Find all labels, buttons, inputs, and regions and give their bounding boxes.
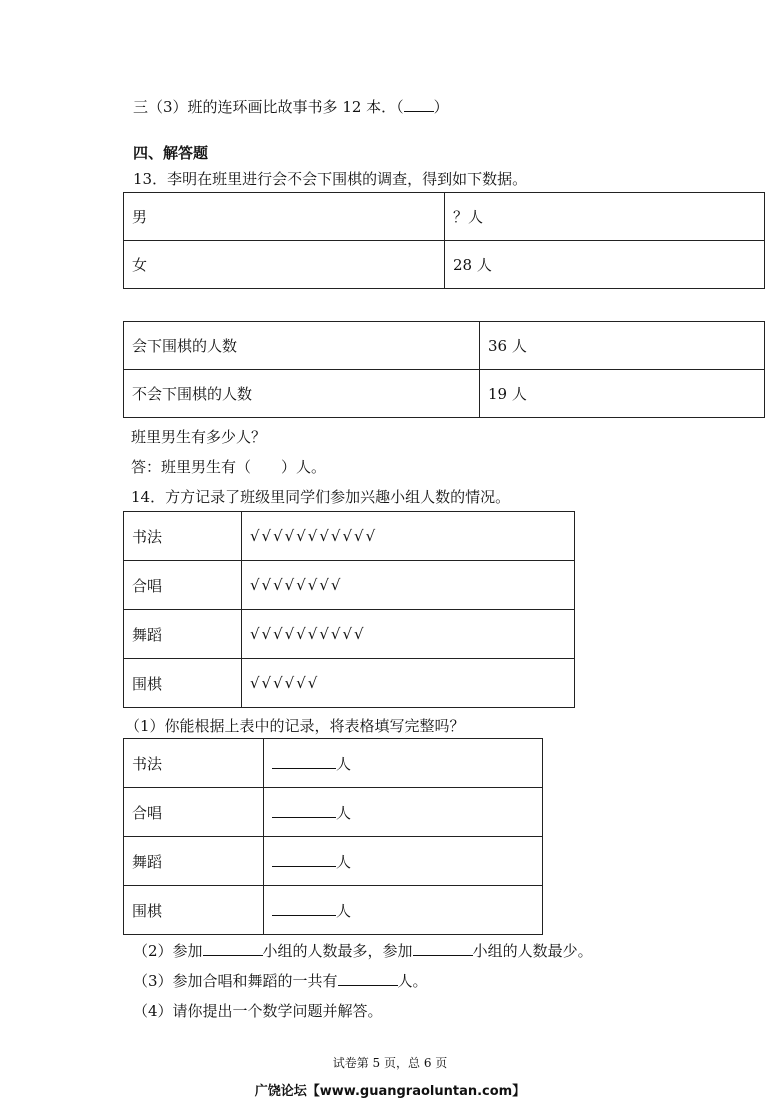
most-blank[interactable] xyxy=(203,941,263,956)
q14-sub3: （3）参加合唱和舞蹈的一共有 人。 xyxy=(133,972,428,990)
table-row xyxy=(124,370,765,418)
record-table xyxy=(123,511,575,708)
cell-label: 男 xyxy=(124,193,445,241)
cell-group: 舞蹈 xyxy=(124,610,242,659)
cell-fill: 人 xyxy=(264,837,543,886)
cell-group: 合唱 xyxy=(124,561,242,610)
cell-group: 围棋 xyxy=(124,659,242,708)
table-row xyxy=(124,610,575,659)
cell-fill: 人 xyxy=(264,886,543,935)
least-blank[interactable] xyxy=(413,941,473,956)
go-table xyxy=(123,321,765,418)
q14-sub2: （2）参加 小组的人数最多，参加 小组的人数最少。 xyxy=(133,942,593,960)
cell-fill: 人 xyxy=(264,788,543,837)
cell-group: 围棋 xyxy=(124,886,264,935)
cell-label: 女 xyxy=(124,241,445,289)
cell-fill: 人 xyxy=(264,739,543,788)
cell-group: 书法 xyxy=(124,739,264,788)
table-row xyxy=(124,739,543,788)
page-number: 试卷第 5 页，总 6 页 xyxy=(332,1056,448,1070)
table-row xyxy=(124,241,765,289)
count-blank[interactable] xyxy=(272,754,336,769)
q14-sub1: （1）你能根据上表中的记录，将表格填写完整吗？ xyxy=(125,717,465,735)
cell-label: 会下围棋的人数 xyxy=(124,322,480,370)
gender-table xyxy=(123,192,765,289)
table-row xyxy=(124,322,765,370)
cell-group: 书法 xyxy=(124,512,242,561)
cell-checks: √√√√√√√√ xyxy=(242,561,575,610)
answer-blank[interactable] xyxy=(404,97,434,112)
cell-label: 不会下围棋的人数 xyxy=(124,370,480,418)
table-row xyxy=(124,788,543,837)
section-title: 四、解答题 xyxy=(133,144,209,162)
table-row xyxy=(124,561,575,610)
table-row xyxy=(124,659,575,708)
count-blank[interactable] xyxy=(272,803,336,818)
table-row xyxy=(124,837,543,886)
count-blank[interactable] xyxy=(272,852,336,867)
cell-group: 舞蹈 xyxy=(124,837,264,886)
total-blank[interactable] xyxy=(338,971,398,986)
table-row xyxy=(124,512,575,561)
q14-stem: 14．方方记录了班级里同学们参加兴趣小组人数的情况。 xyxy=(131,488,511,506)
q13-stem: 13．李明在班里进行会不会下围棋的调查，得到如下数据。 xyxy=(133,170,528,188)
count-blank[interactable] xyxy=(272,901,336,916)
table-row xyxy=(124,886,543,935)
q14-sub4: （4）请你提出一个数学问题并解答。 xyxy=(133,1002,383,1020)
cell-checks: √√√√√√ xyxy=(242,659,575,708)
fill-table xyxy=(123,738,543,935)
cell-value: 19 人 xyxy=(480,370,765,418)
table-row xyxy=(124,193,765,241)
cell-checks: √√√√√√√√√√ xyxy=(242,610,575,659)
q13-answer: 答：班里男生有（ ）人。 xyxy=(131,458,327,476)
site-footer: 广饶论坛【www.guangraoluntan.com】 xyxy=(254,1084,526,1099)
prev-question-text: 三（3）班的连环画比故事书多 12 本．（ xyxy=(133,98,404,116)
cell-checks: √√√√√√√√√√√ xyxy=(242,512,575,561)
cell-value: 28 人 xyxy=(445,241,765,289)
cell-value: 36 人 xyxy=(480,322,765,370)
cell-group: 合唱 xyxy=(124,788,264,837)
cell-value: ？人 xyxy=(445,193,765,241)
q13-question: 班里男生有多少人？ xyxy=(131,428,267,446)
prev-question: 三（3）班的连环画比故事书多 12 本．（ ） xyxy=(133,98,449,116)
